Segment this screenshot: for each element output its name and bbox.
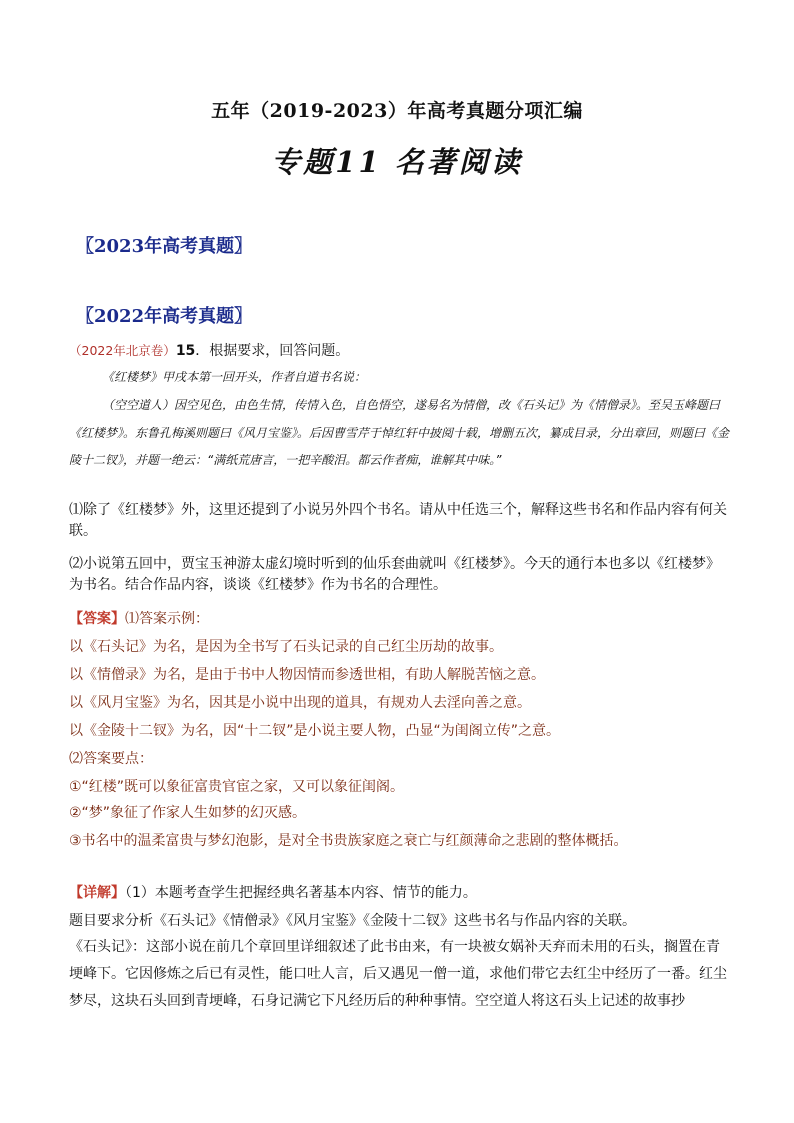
answer-point: ①“红楼”既可以象征富贵官宦之家，又可以象征闺阁。	[69, 779, 405, 795]
question-prompt: ．根据要求，回答问题。	[195, 343, 350, 359]
question-source: （2022年北京卷）	[69, 343, 176, 358]
answer-line: 以《情僧录》为名，是由于书中人物因情而参透世相，有助人解脱苦恼之意。	[69, 667, 545, 683]
sub-question-1: ⑴除了《红楼梦》外，这里还提到了小说另外四个书名。请从中任选三个，解释这些书名和作品内容有何关联。	[69, 502, 727, 539]
sub-question-2: ⑵小说第五回中，贾宝玉神游太虚幻境时听到的仙乐套曲就叫《红楼梦》。今天的通行本也多以《红楼梦》为书名。结合作品内容，谈谈《红楼梦》作为书名的合理性。	[69, 556, 720, 593]
question-header	[69, 340, 729, 360]
passage-text: （空空道人）因空见色，由色生情，传情入色，自色悟空，遂易名为情僧，改《石头记》为《情僧录》。至吴玉峰题曰《红楼梦》。东鲁孔梅溪则题曰《风月宝鉴》。后因曹雪芹于悼红轩中披阅十载，增删五次，纂成目录，分出章回，则题曰《金陵十二钗》，并题一绝云：“满纸荒唐言，一把辛酸泪。都云作者痴，谁解其中味。”	[69, 398, 730, 467]
answer-part2-head: ⑵答案要点：	[69, 751, 153, 767]
document-subtitle: 专题11 名著阅读	[271, 145, 523, 179]
detail-tag: 【详解】	[69, 885, 125, 901]
answer-line: 以《风月宝鉴》为名，因其是小说中出现的道具，有规劝人去淫向善之意。	[69, 695, 531, 711]
answer-point: ③书名中的温柔富贵与梦幻泡影，是对全书贵族家庭之衰亡与红颜薄命之悲剧的整体概括。	[69, 833, 628, 849]
detail-header	[69, 882, 729, 902]
answer-header	[69, 608, 729, 628]
section-heading-2023: 〖2023年高考真题〗	[76, 236, 253, 257]
document-title: 五年（2019-2023）年高考真题分项汇编	[211, 100, 583, 122]
answer-tag: 【答案】	[69, 611, 125, 627]
answer-part1-head: ⑴答案示例：	[125, 611, 209, 627]
passage-intro: 《红楼梦》甲戌本第一回开头，作者自道书名说：	[102, 370, 367, 384]
answer-point: ②“梦”象征了作家人生如梦的幻灭感。	[69, 805, 307, 821]
question-number: 15	[175, 343, 196, 359]
detail-first: （1）本题考查学生把握经典名著基本内容、情节的能力。	[125, 885, 477, 901]
detail-paragraph: 《石头记》：这部小说在前几个章回里详细叙述了此书由来，有一块被女娲补天弃而未用的石头，搁置在青埂峰下。它因修炼之后已有灵性，能口吐人言，后又遇见一僧一道，求他们带它去红尘中经历了一番。红尘梦尽，这块石头回到青埂峰，石身记满它下凡经历后的种种事情。空空道人将这石头上记述的故事抄	[69, 939, 727, 1009]
answer-line: 以《石头记》为名，是因为全书写了石头记录的自己红尘历劫的故事。	[69, 639, 503, 655]
section-heading-2022: 〖2022年高考真题〗	[76, 306, 253, 327]
answer-line: 以《金陵十二钗》为名，因“十二钗”是小说主要人物，凸显“为闺阁立传”之意。	[69, 723, 561, 739]
detail-line: 题目要求分析《石头记》《情僧录》《风月宝鉴》《金陵十二钗》这些书名与作品内容的关联。	[69, 913, 636, 929]
